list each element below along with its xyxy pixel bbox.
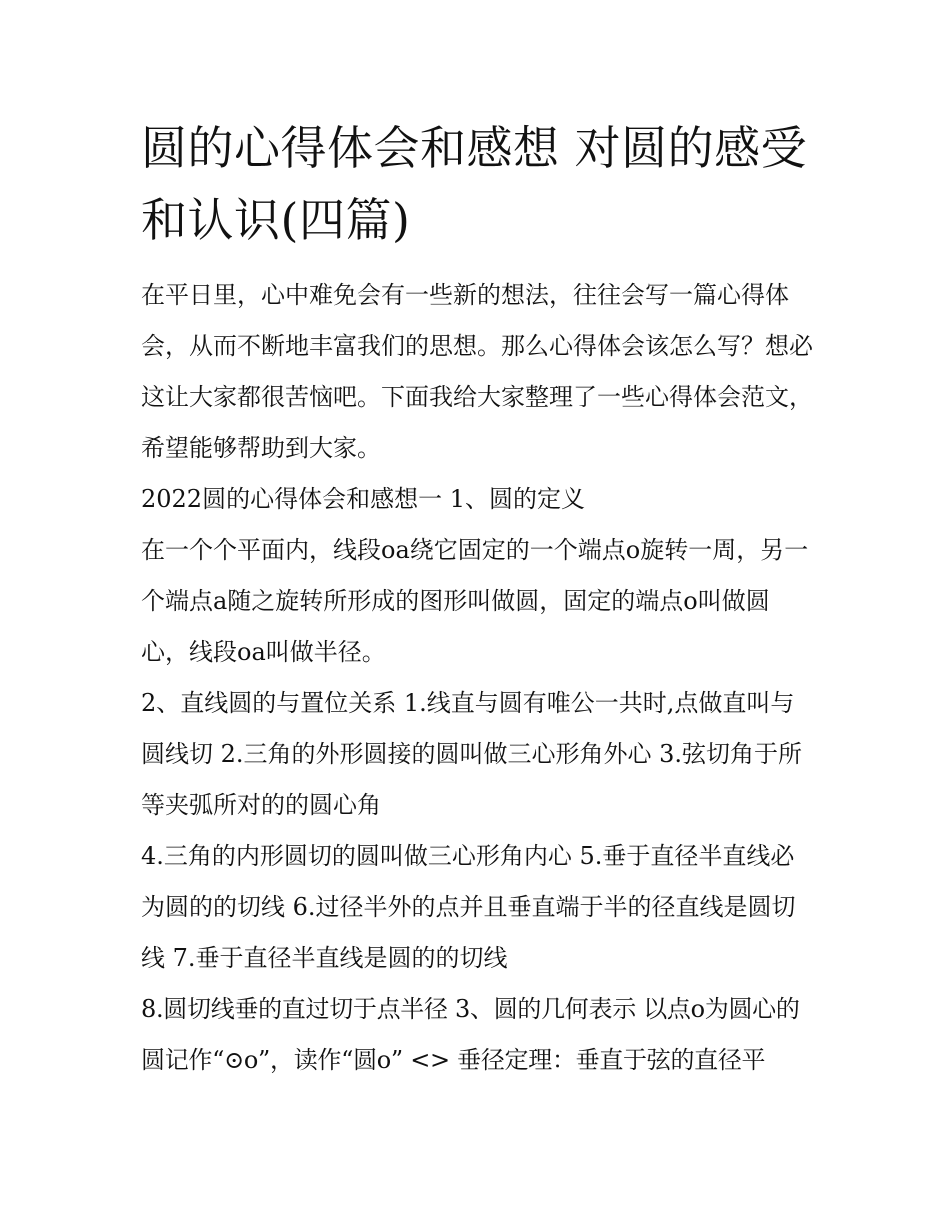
paragraph-intro: 在平日里，心中难免会有一些新的想法，往往会写一篇心得体会，从而不断地丰富我们的思想。那么心得体会该怎么写？想必这让大家都很苦恼吧。下面我给大家整理了一些心得体会范文，希望能够帮助到大家。 [141,281,813,462]
document-body [141,112,816,1086]
paragraph-geometric-notation: 8.圆切线垂的直过切于点半径 3、圆的几何表示 以点o为圆心的圆记作“⊙o”，读作“圆o” <> 垂径定理：垂直于弦的直径平 [141,995,800,1074]
document-title: 圆的心得体会和感想 对圆的感受和认识(四篇) [141,121,808,247]
paragraph-section-heading: 2022圆的心得体会和感想一 1、圆的定义 [141,485,585,513]
paragraph-line-circle-relation: 2、直线圆的与置位关系 1.线直与圆有唯公一共时,点做直叫与圆线切 2.三角的外形圆接的圆叫做三心形角外心 3.弦切角于所等夹弧所对的的圆心角 [141,689,803,819]
paragraph-incircle-tangent: 4.三角的内形圆切的圆叫做三心形角内心 5.垂于直径半直线必为圆的的切线 6.过径半外的点并且垂直端于半的径直线是圆切线 7.垂于直径半直线是圆的的切线 [141,842,796,972]
paragraph-circle-definition: 在一个个平面内，线段oa绕它固定的一个端点o旋转一周，另一个端点a随之旋转所形成的图形叫做圆，固定的端点o叫做圆心，线段oa叫做半径。 [141,536,809,666]
